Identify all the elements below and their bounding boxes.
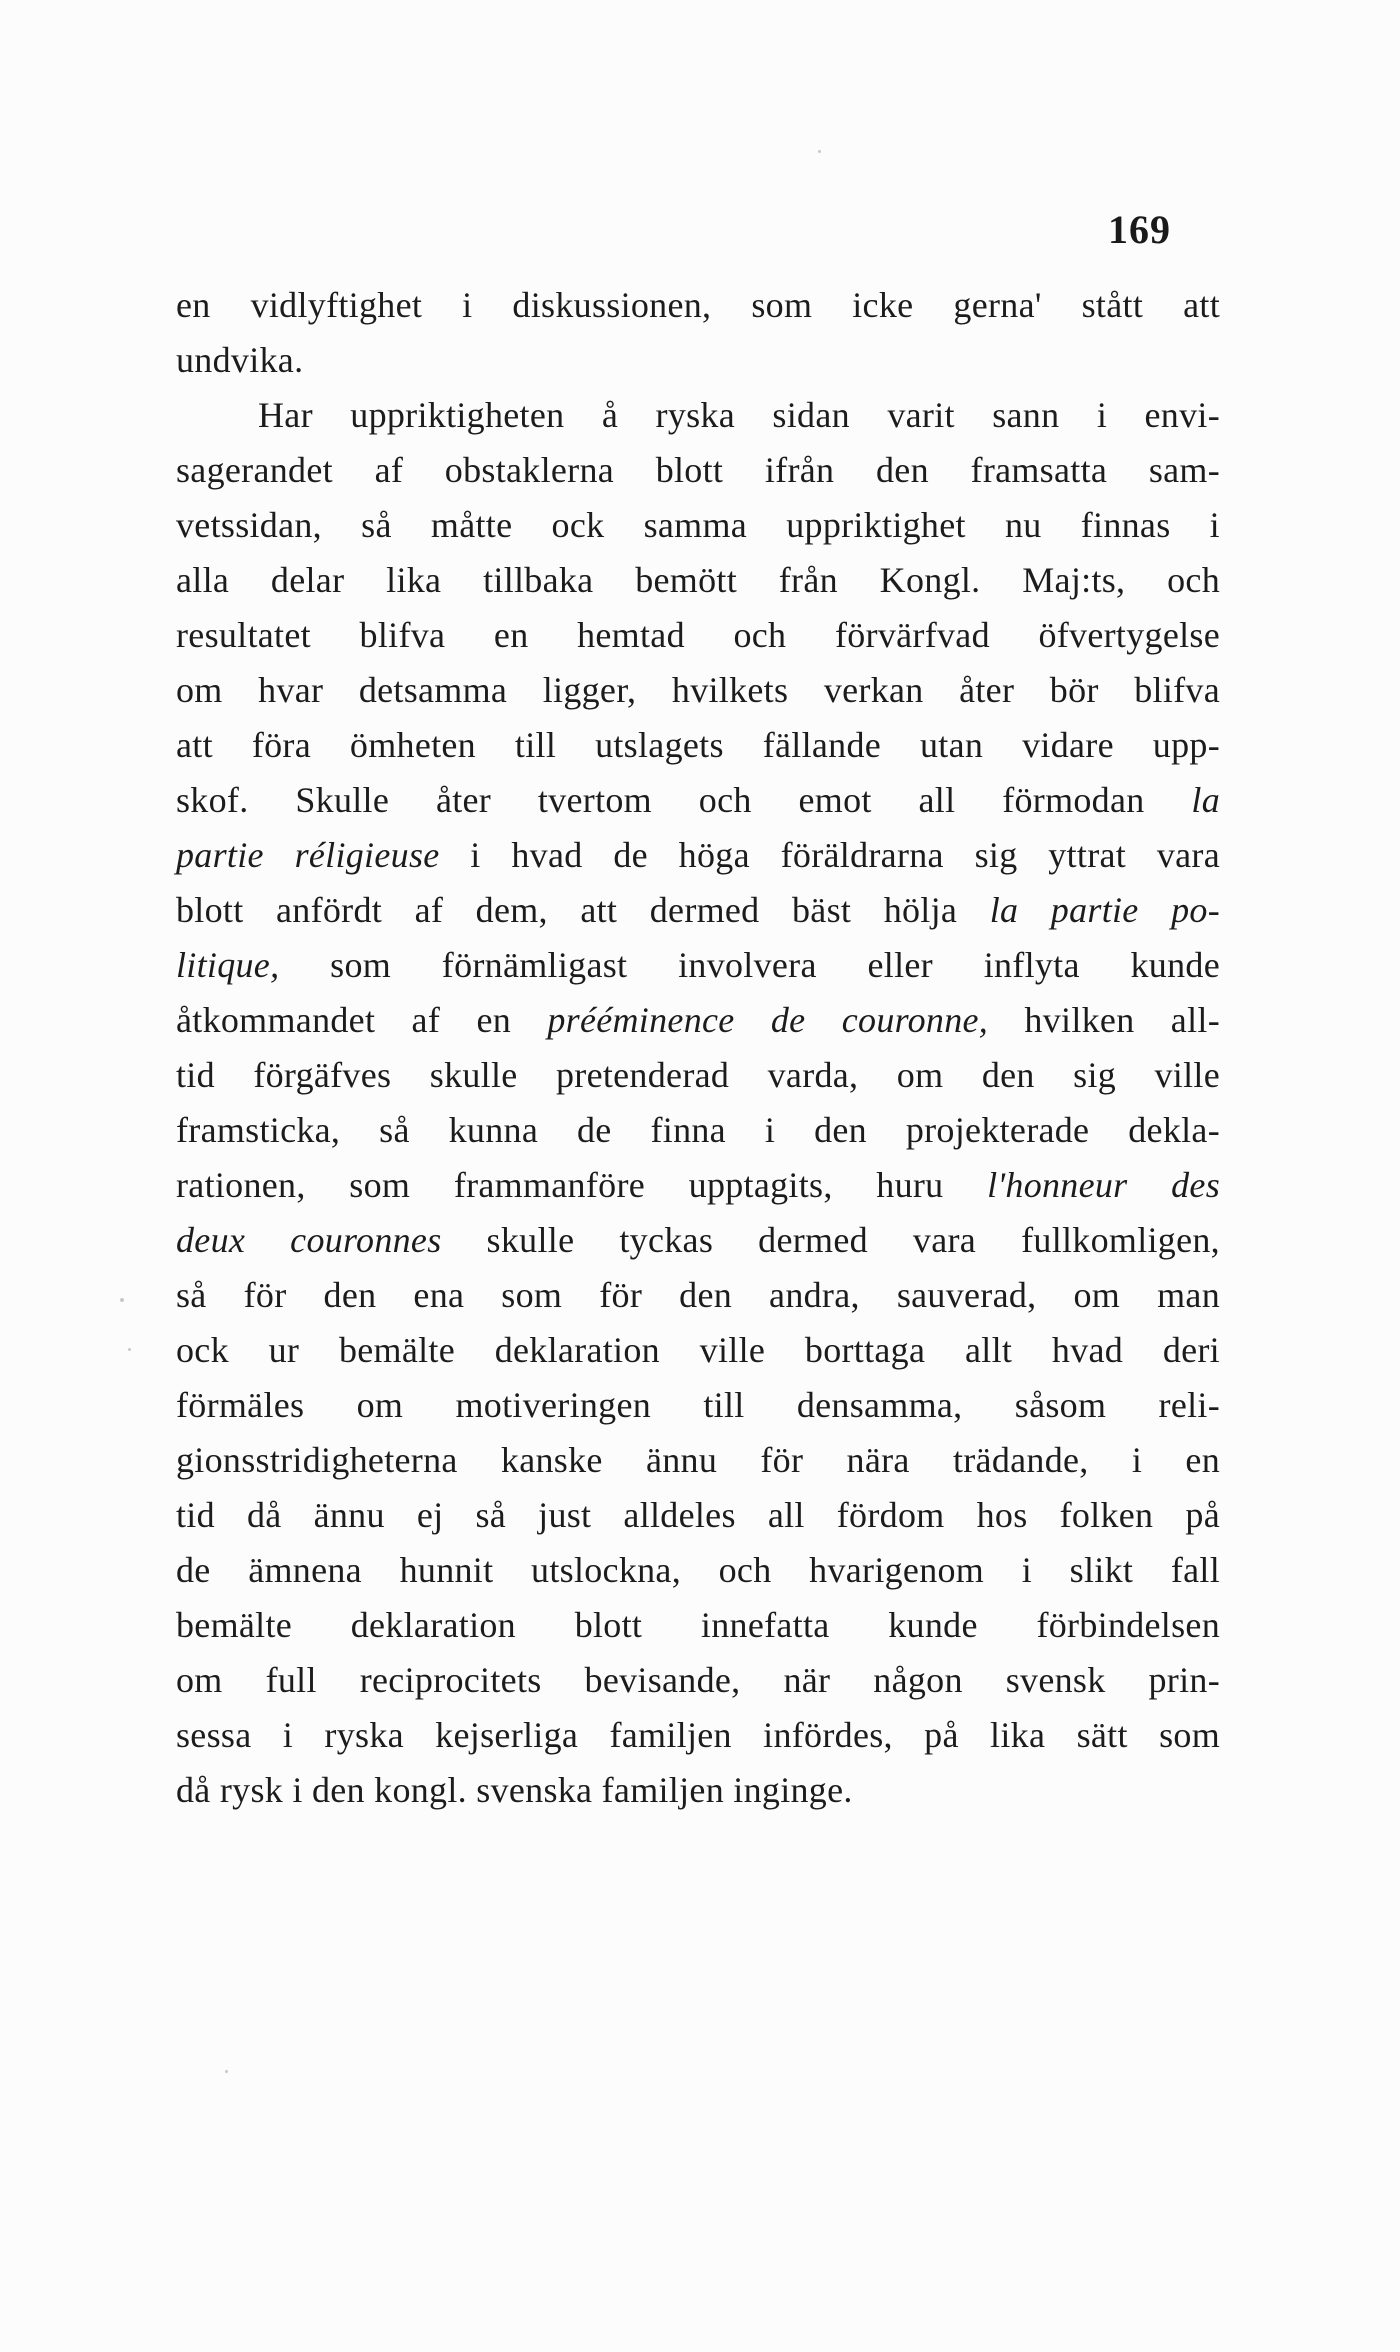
- text-segment: framsticka, så kunna de finna i den projekterade dekla-: [176, 1110, 1220, 1150]
- text-line: [176, 938, 1220, 993]
- text-line: [176, 498, 1220, 553]
- text-line: [176, 1378, 1220, 1433]
- text-segment: alla delar lika tillbaka bemött från Kongl. Maj:ts, och: [176, 560, 1220, 600]
- text-segment: vetssidan, så måtte ock samma uppriktighet nu finnas i: [176, 505, 1220, 545]
- italic-text-segment: l'honneur des: [987, 1165, 1221, 1205]
- text-segment: tid då ännu ej så just alldeles all fördom hos folken på: [176, 1495, 1220, 1535]
- body-text: [176, 278, 1220, 1818]
- text-segment: en vidlyftighet i diskussionen, som icke gerna' stått att: [176, 285, 1220, 325]
- text-segment: om full reciprocitets bevisande, när någon svensk prin-: [176, 1660, 1220, 1700]
- text-line: [176, 1598, 1220, 1653]
- text-segment: åtkommandet af en: [176, 1000, 548, 1040]
- text-segment: sagerandet af obstaklerna blott ifrån den framsatta sam-: [176, 450, 1220, 490]
- text-segment: Har uppriktigheten å ryska sidan varit sann i envi-: [258, 395, 1220, 435]
- italic-text-segment: la partie po-: [989, 890, 1220, 930]
- text-line: [176, 993, 1220, 1048]
- text-line: [176, 773, 1220, 828]
- text-line: [176, 443, 1220, 498]
- text-line: [176, 1158, 1220, 1213]
- text-line: [176, 278, 1220, 333]
- text-segment: så för den ena som för den andra, sauverad, om man: [176, 1275, 1220, 1315]
- italic-text-segment: litique,: [176, 945, 280, 985]
- text-segment: resultatet blifva en hemtad och förvärfvad öfvertygelse: [176, 615, 1220, 655]
- text-segment: skof. Skulle åter tvertom och emot all förmodan: [176, 780, 1192, 820]
- paper-speck: [818, 150, 821, 153]
- text-line: [176, 553, 1220, 608]
- text-line: [176, 1103, 1220, 1158]
- text-line: [176, 1763, 1220, 1818]
- text-line: [176, 1323, 1220, 1378]
- text-segment: sessa i ryska kejserliga familjen infördes, på lika sätt som: [176, 1715, 1220, 1755]
- text-line: [176, 883, 1220, 938]
- paper-speck: [225, 2070, 228, 2073]
- text-line: [176, 1543, 1220, 1598]
- italic-text-segment: la: [1191, 780, 1220, 820]
- text-line: [176, 1268, 1220, 1323]
- text-segment: då rysk i den kongl. svenska familjen inginge.: [176, 1770, 853, 1810]
- text-segment: de ämnena hunnit utslockna, och hvarigenom i slikt fall: [176, 1550, 1220, 1590]
- text-segment: bemälte deklaration blott innefatta kunde förbindelsen: [176, 1605, 1220, 1645]
- text-line: [176, 1213, 1220, 1268]
- page-number: 169: [1108, 207, 1171, 252]
- text-line: [176, 1048, 1220, 1103]
- text-segment: blott anfördt af dem, att dermed bäst hölja: [176, 890, 990, 930]
- text-segment: ock ur bemälte deklaration ville borttaga allt hvad deri: [176, 1330, 1220, 1370]
- text-line: [176, 388, 1220, 443]
- text-line: [176, 1653, 1220, 1708]
- italic-text-segment: prééminence de couronne,: [547, 1000, 989, 1040]
- text-line: [176, 663, 1220, 718]
- text-segment: skulle tyckas dermed vara fullkomligen,: [441, 1220, 1220, 1260]
- text-line: [176, 333, 1220, 388]
- paper-speck: [128, 1348, 131, 1351]
- text-segment: tid förgäfves skulle pretenderad varda, om den sig ville: [176, 1055, 1220, 1095]
- text-segment: gionsstridigheterna kanske ännu för nära trädande, i en: [176, 1440, 1220, 1480]
- text-line: [176, 828, 1220, 883]
- italic-text-segment: deux couronnes: [176, 1220, 442, 1260]
- text-segment: undvika.: [176, 340, 304, 380]
- text-line: [176, 1708, 1220, 1763]
- text-line: [176, 1433, 1220, 1488]
- text-segment: som förnämligast involvera eller inflyta kunde: [279, 945, 1220, 985]
- text-segment: rationen, som frammanföre upptagits, huru: [176, 1165, 988, 1205]
- text-line: [176, 608, 1220, 663]
- text-segment: att föra ömheten till utslagets fällande utan vidare upp-: [176, 725, 1220, 765]
- italic-text-segment: partie réligieuse: [176, 835, 440, 875]
- text-segment: förmäles om motiveringen till densamma, såsom reli-: [176, 1385, 1220, 1425]
- text-line: [176, 718, 1220, 773]
- text-segment: i hvad de höga föräldrarna sig yttrat vara: [439, 835, 1220, 875]
- paper-speck: [120, 1298, 124, 1302]
- text-segment: hvilken all-: [988, 1000, 1220, 1040]
- text-line: [176, 1488, 1220, 1543]
- text-segment: om hvar detsamma ligger, hvilkets verkan åter bör blifva: [176, 670, 1220, 710]
